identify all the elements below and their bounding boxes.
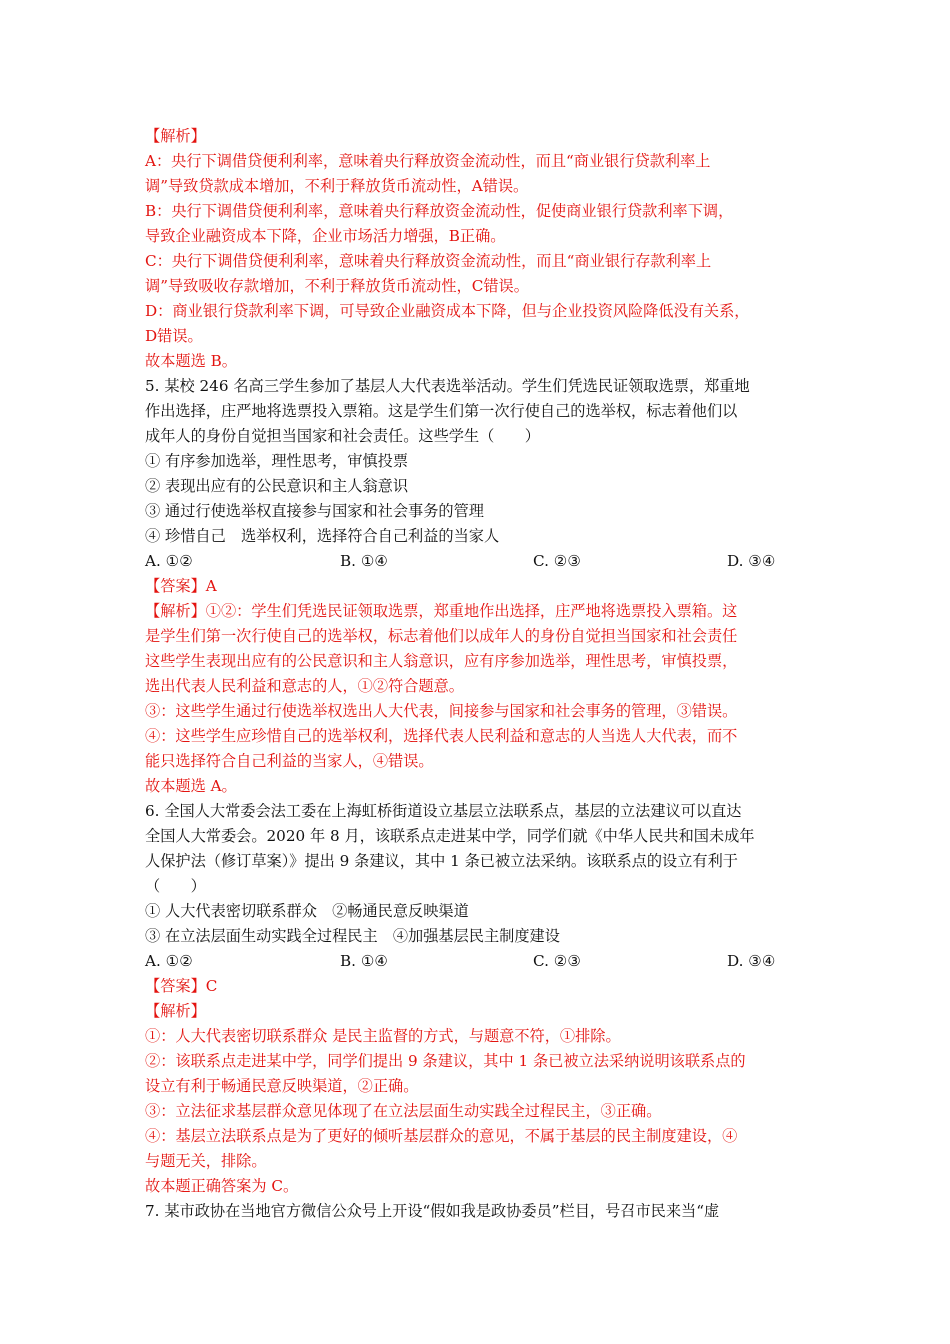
q6-option-a: A. ①② (145, 952, 193, 970)
q5-analysis-line: 这些学生表现出应有的公民意识和主人翁意识，应有序参加选举，理性思考，审慎投票， (145, 652, 738, 670)
q5-statement: ② 表现出应有的公民意识和主人翁意识 (145, 477, 409, 495)
q4-analysis-line: C：央行下调借贷便利利率，意味着央行释放资金流动性，而且“商业银行存款利率上 (145, 252, 712, 270)
q6-stem-line: 全国人大常委会。2020 年 8 月，该联系点走进某中学，同学们就《中华人民共和国未成年 (145, 827, 755, 845)
q5-conclusion: 故本题选 A。 (145, 777, 237, 795)
q5-analysis-line: ④：这些学生应珍惜自己的选举权利，选择代表人民利益和意志的人当选人大代表，而不 (145, 727, 738, 745)
q5-option-a: A. ①② (145, 552, 193, 570)
q4-analysis-line: B：央行下调借贷便利利率，意味着央行释放资金流动性，促使商业银行贷款利率下调， (145, 202, 734, 220)
q4-analysis-line: D错误。 (145, 327, 203, 345)
q6-stem-line: 人保护法（修订草案）》提出 9 条建议，其中 1 条已被立法采纳。该联系点的设立有利于 (145, 852, 738, 870)
q6-stem-line: 6. 全国人大常委会法工委在上海虹桥街道设立基层立法联系点，基层的立法建议可以直达 (145, 802, 742, 820)
q6-option-d: D. ③④ (727, 952, 776, 970)
q6-analysis-line: ③：立法征求基层群众意见体现了在立法层面生动实践全过程民主，③正确。 (145, 1102, 662, 1120)
q7-stem-line: 7. 某市政协在当地官方微信公众号上开设“假如我是政协委员”栏目，号召市民来当“虚 (145, 1202, 720, 1220)
q5-analysis-line: 是学生们第一次行使自己的选举权，标志着他们以成年人的身份自觉担当国家和社会责任 (145, 627, 738, 645)
q5-analysis-line: 选出代表人民利益和意志的人，①②符合题意。 (145, 677, 464, 695)
q4-analysis-line: A：央行下调借贷便利利率，意味着央行释放资金流动性，而且“商业银行贷款利率上 (145, 152, 711, 170)
q6-statement: ③ 在立法层面生动实践全过程民主 ④加强基层民主制度建设 (145, 927, 560, 945)
q5-analysis-line: 能只选择符合自己利益的当家人，④错误。 (145, 752, 434, 770)
q4-analysis-line: 导致企业融资成本下降，企业市场活力增强，B正确。 (145, 227, 506, 245)
q5-statement: ④ 珍惜自己 选举权利，选择符合自己利益的当家人 (145, 527, 500, 545)
q5-stem-line: 成年人的身份自觉担当国家和社会责任。这些学生（ ） (145, 427, 540, 445)
q5-stem-line: 作出选择，庄严地将选票投入票箱。这是学生们第一次行使自己的选举权，标志着他们以 (145, 402, 738, 420)
q5-analysis-line: 【解析】①②：学生们凭选民证领取选票，郑重地作出选择，庄严地将选票投入票箱。这 (145, 602, 738, 620)
q5-statement: ① 有序参加选举，理性思考，审慎投票 (145, 452, 409, 470)
q6-analysis-line: 设立有利于畅通民意反映渠道，②正确。 (145, 1077, 419, 1095)
q4-analysis-line: D：商业银行贷款利率下调，可导致企业融资成本下降，但与企业投资风险降低没有关系， (145, 302, 750, 320)
q6-analysis-line: ④：基层立法联系点是为了更好的倾听基层群众的意见，不属于基层的民主制度建设，④ (145, 1127, 738, 1145)
q4-analysis-label: 【解析】 (145, 127, 206, 145)
q6-option-c: C. ②③ (533, 952, 581, 970)
q6-stem-line: （ ） (145, 877, 206, 895)
q5-analysis-line: ③：这些学生通过行使选举权选出人大代表，间接参与国家和社会事务的管理，③错误。 (145, 702, 738, 720)
q6-analysis-line: 与题无关，排除。 (145, 1152, 267, 1170)
q4-conclusion: 故本题选 B。 (145, 352, 237, 370)
q5-answer: 【答案】A (145, 577, 217, 595)
q5-option-d: D. ③④ (727, 552, 776, 570)
q6-analysis-line: ②：该联系点走进某中学，同学们提出 9 条建议，其中 1 条已被立法采纳说明该联系点的 (145, 1052, 746, 1070)
q5-statement: ③ 通过行使选举权直接参与国家和社会事务的管理 (145, 502, 484, 520)
q5-stem-line: 5. 某校 246 名高三学生参加了基层人大代表选举活动。学生们凭选民证领取选票，郑重地 (145, 377, 750, 395)
q6-analysis-line: ①：人大代表密切联系群众 是民主监督的方式，与题意不符，①排除。 (145, 1027, 621, 1045)
q4-analysis-line: 调”导致贷款成本增加，不利于释放货币流动性，A错误。 (145, 177, 529, 195)
q6-analysis-label: 【解析】 (145, 1002, 206, 1020)
q6-statement: ① 人大代表密切联系群众 ②畅通民意反映渠道 (145, 902, 469, 920)
q5-option-c: C. ②③ (533, 552, 581, 570)
q6-conclusion: 故本题正确答案为 C。 (145, 1177, 299, 1195)
q6-answer: 【答案】C (145, 977, 218, 995)
q5-option-b: B. ①④ (340, 552, 389, 570)
q4-analysis-line: 调”导致吸收存款增加，不利于释放货币流动性，C错误。 (145, 277, 529, 295)
q6-option-b: B. ①④ (340, 952, 389, 970)
